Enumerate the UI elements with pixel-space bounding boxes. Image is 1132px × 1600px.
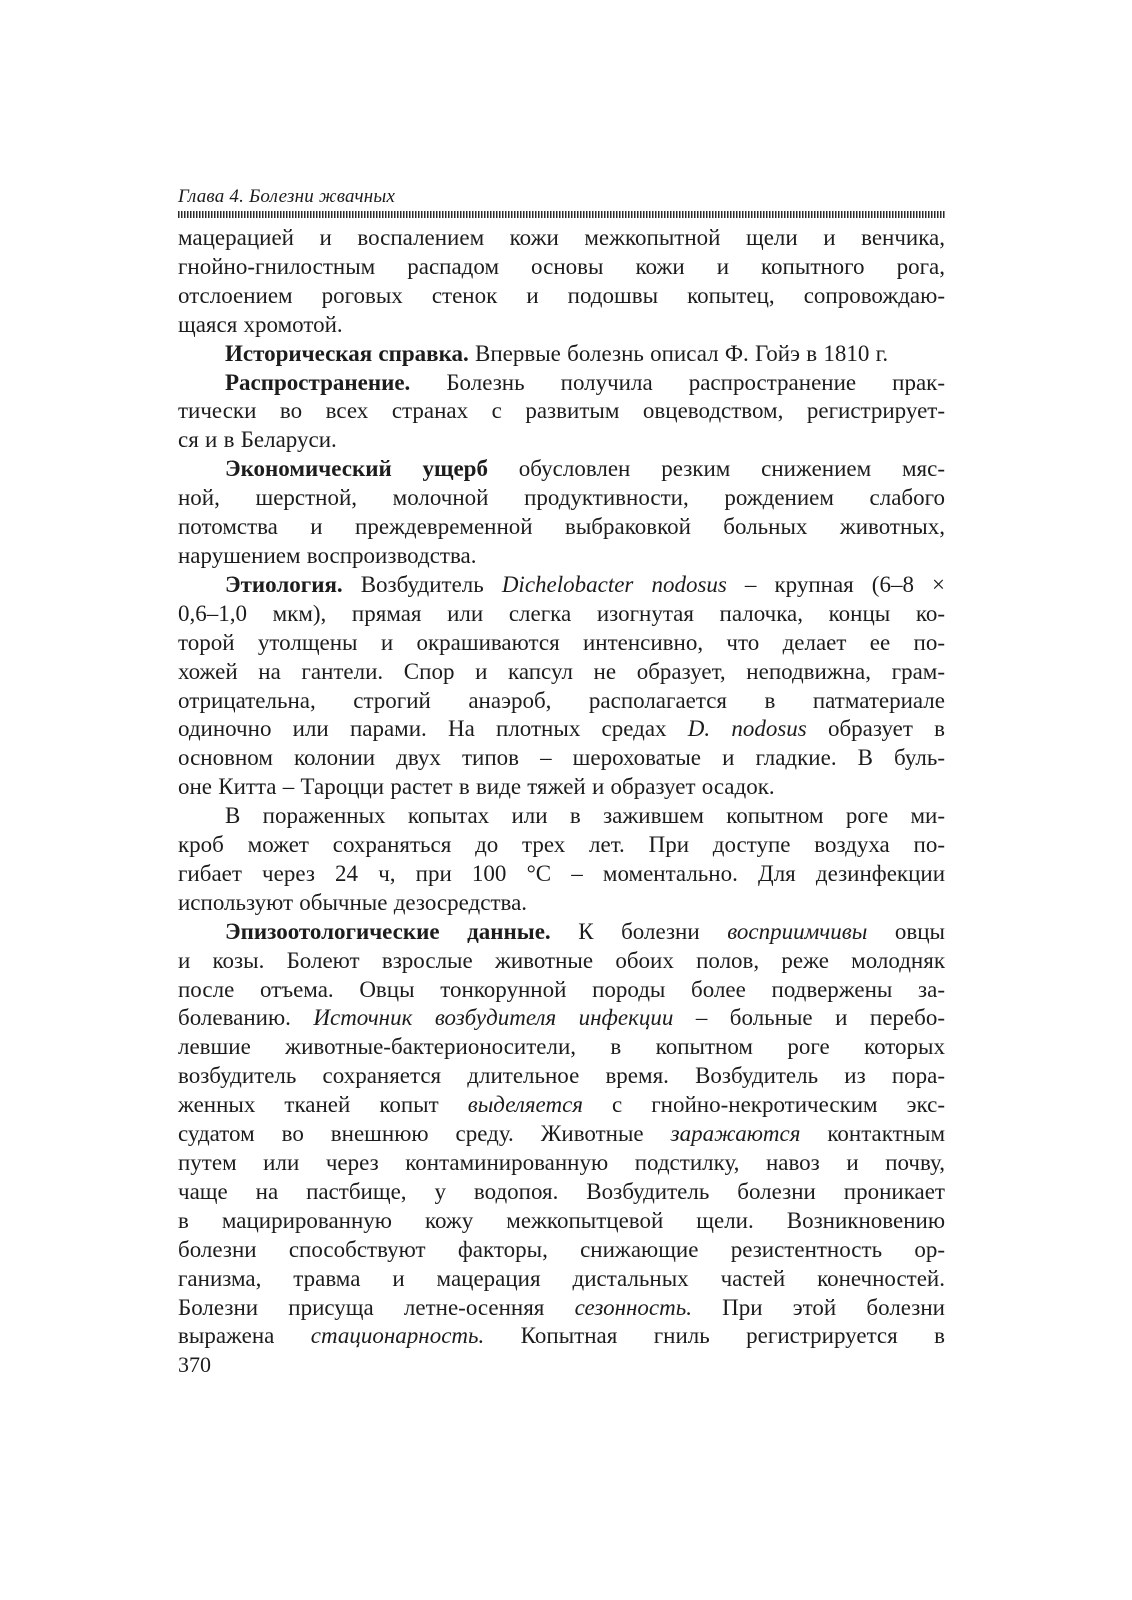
header-rule (178, 211, 945, 218)
text-line: левшие животные-бактерионосители, в копытном роге которых (178, 1034, 945, 1060)
text-line: чаще на пастбище, у водопоя. Возбудитель болезни проникает (178, 1178, 945, 1204)
emphasis: сезонность. (574, 1294, 692, 1320)
section-term: Историческая справка. (225, 340, 469, 366)
paragraph-continuation-end (178, 311, 945, 340)
text-line: путем или через контаминированную подстилку, навоз и почву, (178, 1150, 945, 1175)
text-line: возбудитель сохраняется длительное время. Возбудитель из пора- (178, 1063, 945, 1089)
text-line: оне Китта – Тароцци растет в виде тяжей и образует осадок. (178, 774, 775, 800)
text-fragment: К болезни (550, 918, 728, 944)
emphasis: восприимчивы (727, 918, 868, 944)
text-fragment: Болезни присуща летне-осенняя (178, 1294, 575, 1320)
pathogen-name: D. nodosus (687, 716, 807, 742)
section-term: Экономический ущерб (225, 456, 488, 482)
text-line: в мацирированную кожу межкопытцевой щели. Возникновению (178, 1207, 945, 1233)
text-line: тически во всех странах с развитым овцеводством, регистрирует- (178, 398, 945, 424)
text-line: 0,6–1,0 мкм), прямая или слегка изогнутая палочка, концы ко- (178, 600, 945, 626)
text-line: потомства и преждевременной выбраковкой больных животных, (178, 514, 945, 540)
paragraph-resistance-end (178, 889, 945, 918)
page-number: 370 (178, 1352, 211, 1377)
text-line: В пораженных копытах или в зажившем копытном роге ми- (225, 803, 945, 829)
text-fragment: овцы (867, 918, 945, 944)
pathogen-name: Dichelobacter nodosus (501, 571, 727, 597)
book-page (178, 186, 945, 1351)
text-line: щаяся хромотой. (178, 311, 343, 337)
text-line: ной, шерстной, молочной продуктивности, рождением слабого (178, 485, 945, 511)
section-term: Распространение. (225, 369, 411, 395)
emphasis: Источник возбудителя инфекции (313, 1005, 674, 1031)
text-line: отрицательна, строгий анаэроб, располагается в патматериале (178, 687, 945, 713)
text-fragment: Копытная гниль регистрируется в (484, 1323, 945, 1349)
text-line: и козы. Болеют взрослые животные обоих полов, реже молодняк (178, 947, 945, 973)
text-line: болезни способствуют факторы, снижающие резистентность ор- (178, 1236, 945, 1262)
paragraph-distribution-end (178, 426, 945, 455)
text-fragment: При этой болезни (691, 1294, 945, 1320)
text-line: гнойно-гнилостным распадом основы кожи и копытного рога, (178, 253, 945, 279)
text-line: основном колонии двух типов – шероховатые и гладкие. В буль- (178, 745, 945, 771)
text-line: гибает через 24 ч, при 100 °С – моментально. Для дезинфекции (178, 860, 945, 886)
paragraph-etiology (178, 571, 945, 773)
paragraph-continuation (178, 224, 945, 311)
text-line: Впервые болезнь описал Ф. Гойэ в 1810 г. (468, 340, 889, 366)
text-line: используют обычные дезосредства. (178, 889, 528, 915)
text-line: ганизма, травма и мацерация дистальных частей конечностей. (178, 1265, 945, 1291)
emphasis: стационарность. (310, 1323, 485, 1349)
text-fragment: контактным (800, 1121, 945, 1147)
text-line: торой утолщены и окрашиваются интенсивно, что делает ее по- (178, 629, 945, 655)
running-head: Глава 4. Болезни жвачных (178, 186, 396, 207)
text-fragment: одиночно или парами. На плотных средах (178, 716, 688, 742)
text-line: нарушением воспроизводства. (178, 542, 477, 568)
text-fragment: женных тканей копыт (178, 1092, 468, 1118)
text-line: кроб может сохраняться до трех лет. При доступе воздуха по- (178, 832, 945, 858)
paragraph-economic-damage-end (178, 542, 945, 571)
text-line: обусловлен резким снижением мяс- (487, 456, 945, 482)
text-line: мацерацией и воспалением кожи межкопытной щели и венчика, (178, 225, 945, 250)
text-fragment: выражена (178, 1323, 311, 1349)
text-fragment: образует в (806, 716, 945, 742)
text-fragment: Возбудитель (342, 571, 502, 597)
body-text (178, 224, 945, 1351)
emphasis: заражаются (670, 1121, 801, 1147)
section-term: Эпизоотологические данные. (225, 918, 551, 944)
emphasis: выделяется (467, 1092, 583, 1118)
text-fragment: – больные и перебо- (673, 1005, 945, 1031)
paragraph-etiology-end (178, 773, 945, 802)
text-fragment: болеванию. (178, 1005, 314, 1031)
text-fragment: с гнойно-некротическим экс- (582, 1092, 945, 1118)
paragraph-economic-damage (178, 455, 945, 542)
text-line: ся и в Беларуси. (178, 427, 337, 453)
paragraph-distribution (178, 369, 945, 427)
text-line: хожей на гантели. Спор и капсул не образует, неподвижна, грам- (178, 658, 945, 684)
paragraph-history (178, 340, 945, 369)
paragraph-resistance (178, 802, 945, 889)
text-line: Болезнь получила распространение прак- (410, 369, 945, 395)
text-fragment: – крупная (6–8 × (726, 571, 945, 597)
text-fragment: судатом во внешнюю среду. Животные (178, 1121, 671, 1147)
text-line: после отъема. Овцы тонкорунной породы более подвержены за- (178, 976, 945, 1002)
paragraph-epizootology (178, 918, 945, 1352)
text-line: отслоением роговых стенок и подошвы копытец, сопровождаю- (178, 282, 945, 308)
section-term: Этиология. (225, 571, 343, 597)
